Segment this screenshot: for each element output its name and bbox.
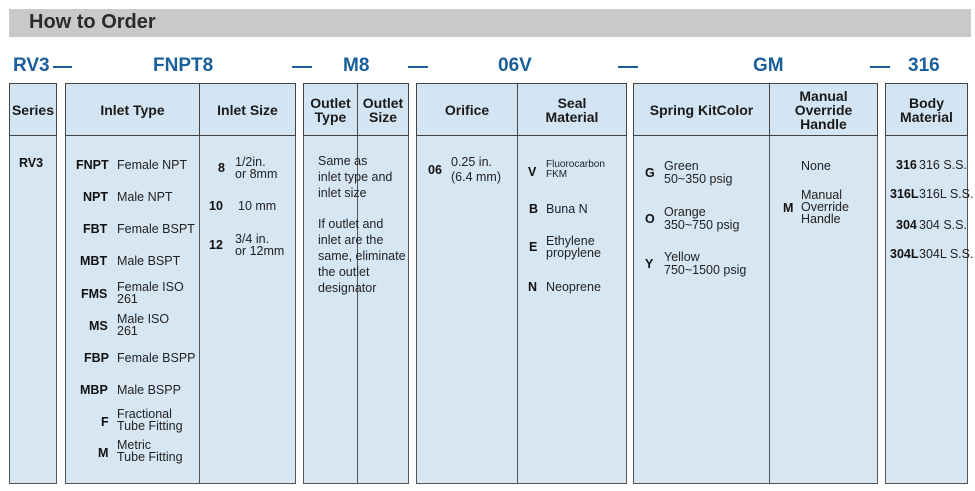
header-outlet-type: Outlet Type bbox=[303, 83, 358, 136]
inlet-type-code: MBP bbox=[80, 383, 108, 397]
code-body: 316 bbox=[908, 55, 940, 76]
inlet-type-desc: Male BSPT bbox=[117, 254, 181, 268]
header-manual-override: Manual Override Handle bbox=[769, 83, 878, 136]
inlet-type-desc: Female BSPT bbox=[117, 222, 195, 236]
code-dash bbox=[408, 66, 428, 68]
body-desc: 304 S.S. bbox=[919, 218, 967, 232]
seal-code: B bbox=[529, 202, 539, 216]
inlet-type-code: NPT bbox=[83, 190, 108, 204]
outlet-note-line: inlet type and bbox=[318, 170, 393, 184]
header-inlet-size: Inlet Size bbox=[199, 83, 296, 136]
seal-desc: Neoprene bbox=[546, 280, 601, 294]
inlet-type-code: F bbox=[101, 415, 109, 429]
body-code: 304L bbox=[890, 247, 919, 261]
spring-desc: 350~750 psig bbox=[664, 218, 740, 232]
header-seal-material: Seal Material bbox=[517, 83, 627, 136]
body-desc: 316 S.S. bbox=[919, 158, 967, 172]
seal-code: E bbox=[529, 240, 538, 254]
inlet-type-code: FMS bbox=[81, 287, 108, 301]
inlet-size-desc: or 8mm bbox=[235, 167, 278, 181]
orifice-desc: (6.4 mm) bbox=[451, 170, 501, 184]
inlet-type-desc: Female NPT bbox=[117, 158, 188, 172]
inlet-type-code: MS bbox=[89, 319, 108, 333]
orifice-desc: 0.25 in. bbox=[451, 155, 493, 169]
code-dash bbox=[53, 66, 72, 68]
outlet-note-line: same, eliminate bbox=[318, 249, 406, 263]
manual-desc: Override bbox=[801, 200, 849, 214]
inlet-type-code: FBT bbox=[83, 222, 108, 236]
inlet-type-desc: Tube Fitting bbox=[117, 450, 183, 464]
spring-manual-group bbox=[633, 83, 878, 484]
spring-desc: Orange bbox=[664, 205, 706, 219]
inlet-size-desc: 1/2in. bbox=[235, 155, 266, 169]
seal-desc: FKM bbox=[546, 169, 568, 180]
outlet-note-line: designator bbox=[318, 281, 377, 295]
seal-desc: Ethylene bbox=[546, 234, 595, 248]
title-bar bbox=[9, 9, 971, 37]
body-group bbox=[885, 83, 968, 484]
outlet-note-line: If outlet and bbox=[318, 217, 384, 231]
spring-desc: 750~1500 psig bbox=[664, 263, 747, 277]
code-orifice: 06V bbox=[498, 55, 532, 76]
header-outlet-size: Outlet Size bbox=[357, 83, 409, 136]
spring-desc: Yellow bbox=[664, 250, 700, 264]
code-series: RV3 bbox=[13, 55, 50, 76]
spring-desc: Green bbox=[664, 159, 699, 173]
series-group bbox=[9, 83, 57, 484]
manual-none: None bbox=[801, 159, 831, 173]
inlet-type-code: FNPT bbox=[76, 158, 109, 172]
seal-desc: propylene bbox=[546, 246, 601, 260]
manual-code: M bbox=[783, 201, 794, 215]
series-value: RV3 bbox=[19, 156, 44, 170]
body-code: 304 bbox=[896, 218, 917, 232]
inlet-type-desc: 261 bbox=[117, 292, 138, 306]
manual-desc: Manual bbox=[801, 188, 842, 202]
outlet-note-line: Same as bbox=[318, 154, 368, 168]
column-divider bbox=[199, 83, 200, 484]
spring-code: G bbox=[645, 166, 655, 180]
column-divider bbox=[769, 83, 770, 484]
inlet-size-desc: 10 mm bbox=[238, 199, 277, 213]
orifice-code: 06 bbox=[428, 163, 442, 177]
body-desc: 316L S.S. bbox=[919, 187, 974, 201]
header-spring-kit-color: Spring KitColor bbox=[633, 83, 770, 136]
header-series: Series bbox=[9, 83, 57, 136]
inlet-type-code: M bbox=[98, 446, 109, 460]
outlet-note-line: inlet are the bbox=[318, 233, 384, 247]
manual-desc: Handle bbox=[801, 212, 841, 226]
inlet-size-code: 10 bbox=[209, 199, 223, 213]
inlet-type-desc: Male BSPP bbox=[117, 383, 181, 397]
inlet-size-code: 12 bbox=[209, 238, 223, 252]
spring-code: Y bbox=[645, 257, 654, 271]
inlet-type-desc: Female ISO bbox=[117, 280, 184, 294]
body-code: 316 bbox=[896, 158, 917, 172]
seal-code: N bbox=[528, 280, 538, 294]
inlet-type-desc: 261 bbox=[117, 324, 138, 338]
seal-desc: Fluorocarbon bbox=[546, 159, 605, 170]
spring-desc: 50~350 psig bbox=[664, 172, 733, 186]
body-code: 316L bbox=[890, 187, 919, 201]
seal-desc: Buna N bbox=[546, 202, 588, 216]
code-dash bbox=[618, 66, 638, 68]
body-desc: 304L S.S. bbox=[919, 247, 974, 261]
code-spring: GM bbox=[753, 55, 784, 76]
header-orifice: Orifice bbox=[416, 83, 518, 136]
code-inlet: FNPT8 bbox=[153, 55, 214, 76]
inlet-type-code: MBT bbox=[80, 254, 108, 268]
inlet-type-code: FBP bbox=[84, 351, 109, 365]
inlet-size-desc: or 12mm bbox=[235, 244, 285, 258]
code-dash bbox=[292, 66, 312, 68]
inlet-type-desc: Male ISO bbox=[117, 312, 170, 326]
header-body-material: Body Material bbox=[885, 83, 968, 136]
outlet-note-line: the outlet bbox=[318, 265, 370, 279]
inlet-type-desc: Female BSPP bbox=[117, 351, 196, 365]
inlet-type-desc: Male NPT bbox=[117, 190, 173, 204]
page-title: How to Order bbox=[29, 11, 156, 33]
inlet-type-desc: Fractional bbox=[117, 407, 172, 421]
inlet-type-desc: Tube Fitting bbox=[117, 419, 183, 433]
spring-code: O bbox=[645, 212, 655, 226]
code-outlet: M8 bbox=[343, 55, 370, 76]
seal-code: V bbox=[528, 165, 537, 179]
column-divider bbox=[517, 83, 518, 484]
code-dash bbox=[870, 66, 890, 68]
inlet-size-desc: 3/4 in. bbox=[235, 232, 270, 246]
outlet-note-line: inlet size bbox=[318, 186, 367, 200]
inlet-size-code: 8 bbox=[218, 161, 225, 175]
header-inlet-type: Inlet Type bbox=[65, 83, 200, 136]
inlet-type-desc: Metric bbox=[117, 438, 152, 452]
